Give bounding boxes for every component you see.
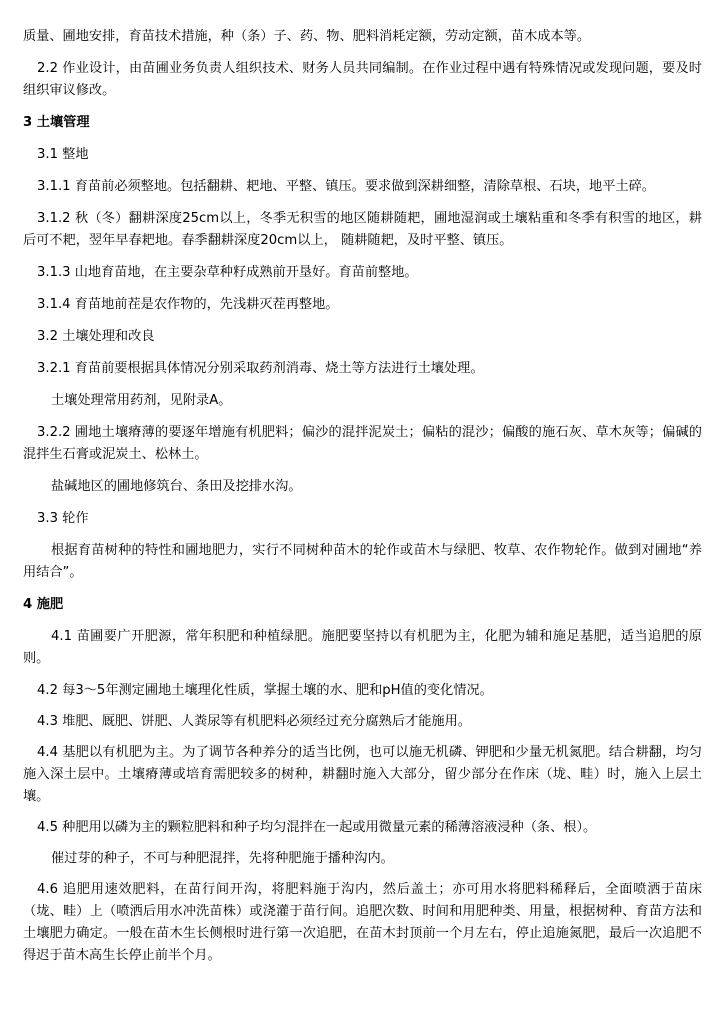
- section-heading-3: 3 土壤管理: [23, 115, 90, 130]
- paragraph-3-1-3: 3.1.3 山地育苗地，在主要杂草种籽成熟前开垦好。育苗前整地。: [37, 265, 418, 280]
- paragraph-4-1: 4.1 苗圃要广开肥源，常年积肥和种植绿肥。施肥要坚持以有机肥为主，化肥为辅和施足基肥，适当追肥的原则。: [23, 629, 702, 666]
- paragraph-3-2-2-note: 盐碱地区的圃地修筑台、条田及挖排水沟。: [51, 479, 302, 494]
- paragraph-3-3: 根据育苗树种的特性和圃地肥力，实行不同树种苗木的轮作或苗木与绿肥、牧草、农作物轮作。做到对圃地“养用结合”。: [23, 543, 702, 580]
- paragraph-4-2: 4.2 每3～5年测定圃地土壤理化性质，掌握土壤的水、肥和pH值的变化情况。: [37, 683, 493, 698]
- paragraph-4-6: 4.6 追肥用速效肥料，在苗行间开沟，将肥料施于沟内，然后盖土；亦可用水将肥料稀释后，全面喷洒于苗床（垅、畦）上（喷洒后用水冲洗苗株）或浇灌于苗行间。追肥次数、时间和用肥种类、用量，根据树种、育苗方法和土壤肥力确定。一般在苗木生长侧根时进行第一次追肥，在苗木封顶前一个月左右，停止追施氮肥，最后一次追肥不得迟于苗木高生长停止前半个月。: [23, 882, 702, 963]
- paragraph-plan-contents: 质量、圃地安排，育苗技术措施，种（条）子、药、物、肥料消耗定额，劳动定额，苗木成本等。: [23, 29, 591, 44]
- paragraph-3-2-2: 3.2.2 圃地土壤瘠薄的要逐年增施有机肥料；偏沙的混拌泥炭土；偏粘的混沙；偏酸的施石灰、草木灰等；偏碱的混拌生石膏或泥炭土、松林土。: [23, 425, 702, 462]
- paragraph-3-1-1: 3.1.1 育苗前必须整地。包括翻耕、耙地、平整、镇压。要求做到深耕细整，清除草根、石块，地平土碎。: [37, 179, 655, 194]
- paragraph-4-4: 4.4 基肥以有机肥为主。为了调节各种养分的适当比例，也可以施无机磷、钾肥和少量无机氮肥。结合耕翻，均匀施入深土层中。土壤瘠薄或培育需肥较多的树种，耕翻时施入大部分，留少部分在作床（垅、畦）时，施入上层土壤。: [23, 745, 702, 804]
- paragraph-3-2-1-note: 土壤处理常用药剂，见附录A。: [51, 393, 232, 408]
- subheading-3-2: 3.2 土壤处理和改良: [37, 329, 155, 344]
- paragraph-3-1-2: 3.1.2 秋（冬）翻耕深度25cm以上，冬季无积雪的地区随耕随耙，圃地湿润或土壤粘重和冬季有积雪的地区，耕后可不耙，翌年早春耙地。春季翻耕深度20cm以上， 随耕随耙，及时平整、镇压。: [23, 211, 702, 248]
- paragraph-2-2: 2.2 作业设计，由苗圃业务负责人组织技术、财务人员共同编制。在作业过程中遇有特殊情况或发现问题，要及时组织审议修改。: [23, 61, 702, 98]
- subheading-3-3: 3.3 轮作: [37, 511, 89, 526]
- subheading-3-1: 3.1 整地: [37, 147, 89, 162]
- paragraph-3-1-4: 3.1.4 育苗地前茬是农作物的，先浅耕灭茬再整地。: [37, 297, 339, 312]
- paragraph-4-3: 4.3 堆肥、厩肥、饼肥、人粪尿等有机肥料必须经过充分腐熟后才能施用。: [37, 714, 471, 729]
- paragraph-4-5-note: 催过芽的种子，不可与种肥混拌，先将种肥施于播种沟内。: [51, 851, 394, 866]
- section-heading-4: 4 施肥: [23, 597, 64, 612]
- paragraph-3-2-1: 3.2.1 育苗前要根据具体情况分别采取药剂消毒、烧土等方法进行土壤处理。: [37, 361, 484, 376]
- paragraph-4-5: 4.5 种肥用以磷为主的颗粒肥料和种子均匀混拌在一起或用微量元素的稀薄溶液浸种（条、根）。: [37, 820, 597, 835]
